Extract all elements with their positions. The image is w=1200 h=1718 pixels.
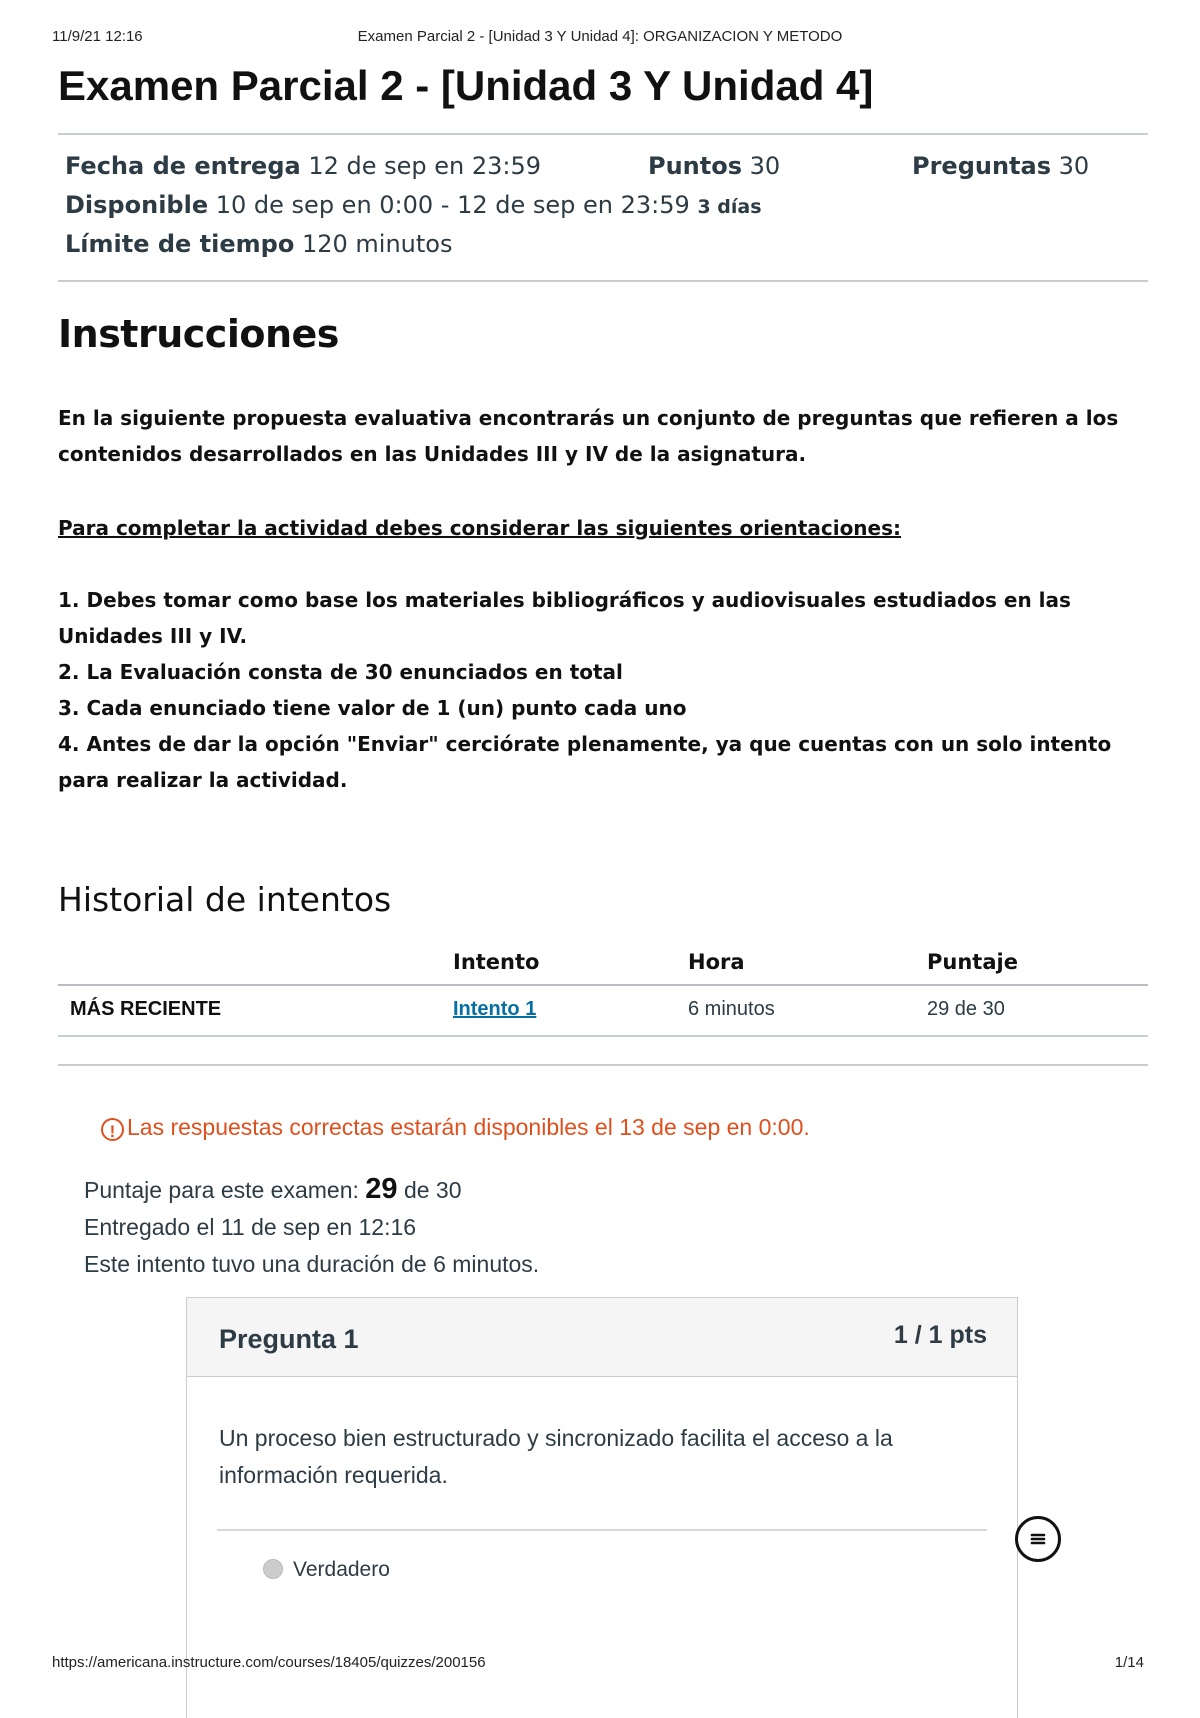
attempt-time: 6 minutos [688, 998, 775, 1020]
question-header [187, 1298, 1017, 1377]
instructions-intro: En la siguiente propuesta evaluativa encontrarás un conjunto de preguntas que refieren a los contenidos desarrollados en las Unidades III y IV de la asignatura. [58, 406, 1119, 466]
available-days: 3 días [697, 196, 762, 218]
divider [58, 280, 1148, 282]
print-url: https://americana.instructure.com/courses/18405/quizzes/200156 [52, 1654, 486, 1671]
divider [58, 1064, 1148, 1066]
score-value: 29 [365, 1173, 398, 1205]
due-label: Fecha de entrega [65, 152, 301, 180]
table-header-divider [58, 984, 1148, 986]
question-points: 1 / 1 pts [893, 1321, 987, 1349]
divider [58, 133, 1148, 135]
print-header [0, 28, 1200, 48]
question-text: Un proceso bien estructurado y sincronizado facilita el acceso a la información requerida. [219, 1425, 893, 1488]
due-value: 12 de sep en 23:59 [308, 152, 542, 180]
answer-option[interactable] [263, 1558, 390, 1582]
available-label: Disponible [65, 191, 209, 219]
question-title: Pregunta 1 [219, 1324, 359, 1354]
page-number: 1/14 [1114, 1654, 1144, 1671]
attempt-score: 29 de 30 [927, 998, 1005, 1020]
questions [912, 152, 1089, 180]
answer-label: Verdadero [293, 1558, 390, 1581]
answers-availability-notice [101, 1114, 810, 1141]
time-limit-label: Límite de tiempo [65, 230, 295, 258]
instructions-subheading: Para completar la actividad debes considerar las siguientes orientaciones: [58, 516, 902, 540]
available-value: 10 de sep en 0:00 - 12 de sep en 23:59 [215, 191, 690, 219]
radio-button[interactable] [263, 1559, 283, 1579]
availability [65, 191, 762, 219]
score-summary [84, 1173, 462, 1206]
points-value: 30 [749, 152, 781, 180]
instructions-heading: Instrucciones [58, 312, 339, 356]
print-title: Examen Parcial 2 - [Unidad 3 Y Unidad 4]: ORGANIZACION Y METODO [357, 28, 843, 45]
page-title: Examen Parcial 2 - [Unidad 3 Y Unidad 4] [58, 62, 874, 109]
score-suffix: de 30 [403, 1177, 462, 1203]
print-date: 11/9/21 12:16 [52, 28, 143, 45]
time-limit-value: 120 minutos [301, 230, 453, 258]
instructions-item: 3. Cada enunciado tiene valor de 1 (un) punto cada uno [58, 696, 687, 720]
row-label: MÁS RECIENTE [70, 998, 222, 1020]
attempt-duration: Este intento tuvo una duración de 6 minutos. [84, 1251, 540, 1277]
column-header-score: Puntaje [927, 950, 1018, 974]
instructions-item: 4. Antes de dar la opción "Enviar" cerciórate plenamente, ya que cuentas con un solo intento para realizar la actividad. [58, 732, 1112, 792]
due-date [65, 152, 541, 180]
submitted-date: Entregado el 11 de sep en 12:16 [84, 1214, 417, 1240]
instructions-item: 1. Debes tomar como base los materiales bibliográficos y audiovisuales estudiados en las Unidades III y IV. [58, 588, 1071, 648]
score-prefix: Puntaje para este examen: [84, 1177, 359, 1203]
attempt-link[interactable]: Intento 1 [453, 998, 537, 1020]
points [648, 152, 780, 180]
column-header-attempt: Intento [453, 950, 540, 974]
points-label: Puntos [648, 152, 743, 180]
questions-value: 30 [1058, 152, 1090, 180]
history-heading: Historial de intentos [58, 880, 392, 919]
notice-text: Las respuestas correctas estarán disponibles el 13 de sep en 0:00. [127, 1114, 810, 1140]
chat-icon[interactable] [1015, 1516, 1061, 1562]
instructions-item: 2. La Evaluación consta de 30 enunciados en total [58, 660, 623, 684]
divider [217, 1529, 987, 1531]
column-header-time: Hora [688, 950, 745, 974]
table-row-divider [58, 1035, 1148, 1037]
questions-label: Preguntas [912, 152, 1052, 180]
warning-icon: ! [101, 1118, 124, 1141]
time-limit [65, 230, 452, 258]
